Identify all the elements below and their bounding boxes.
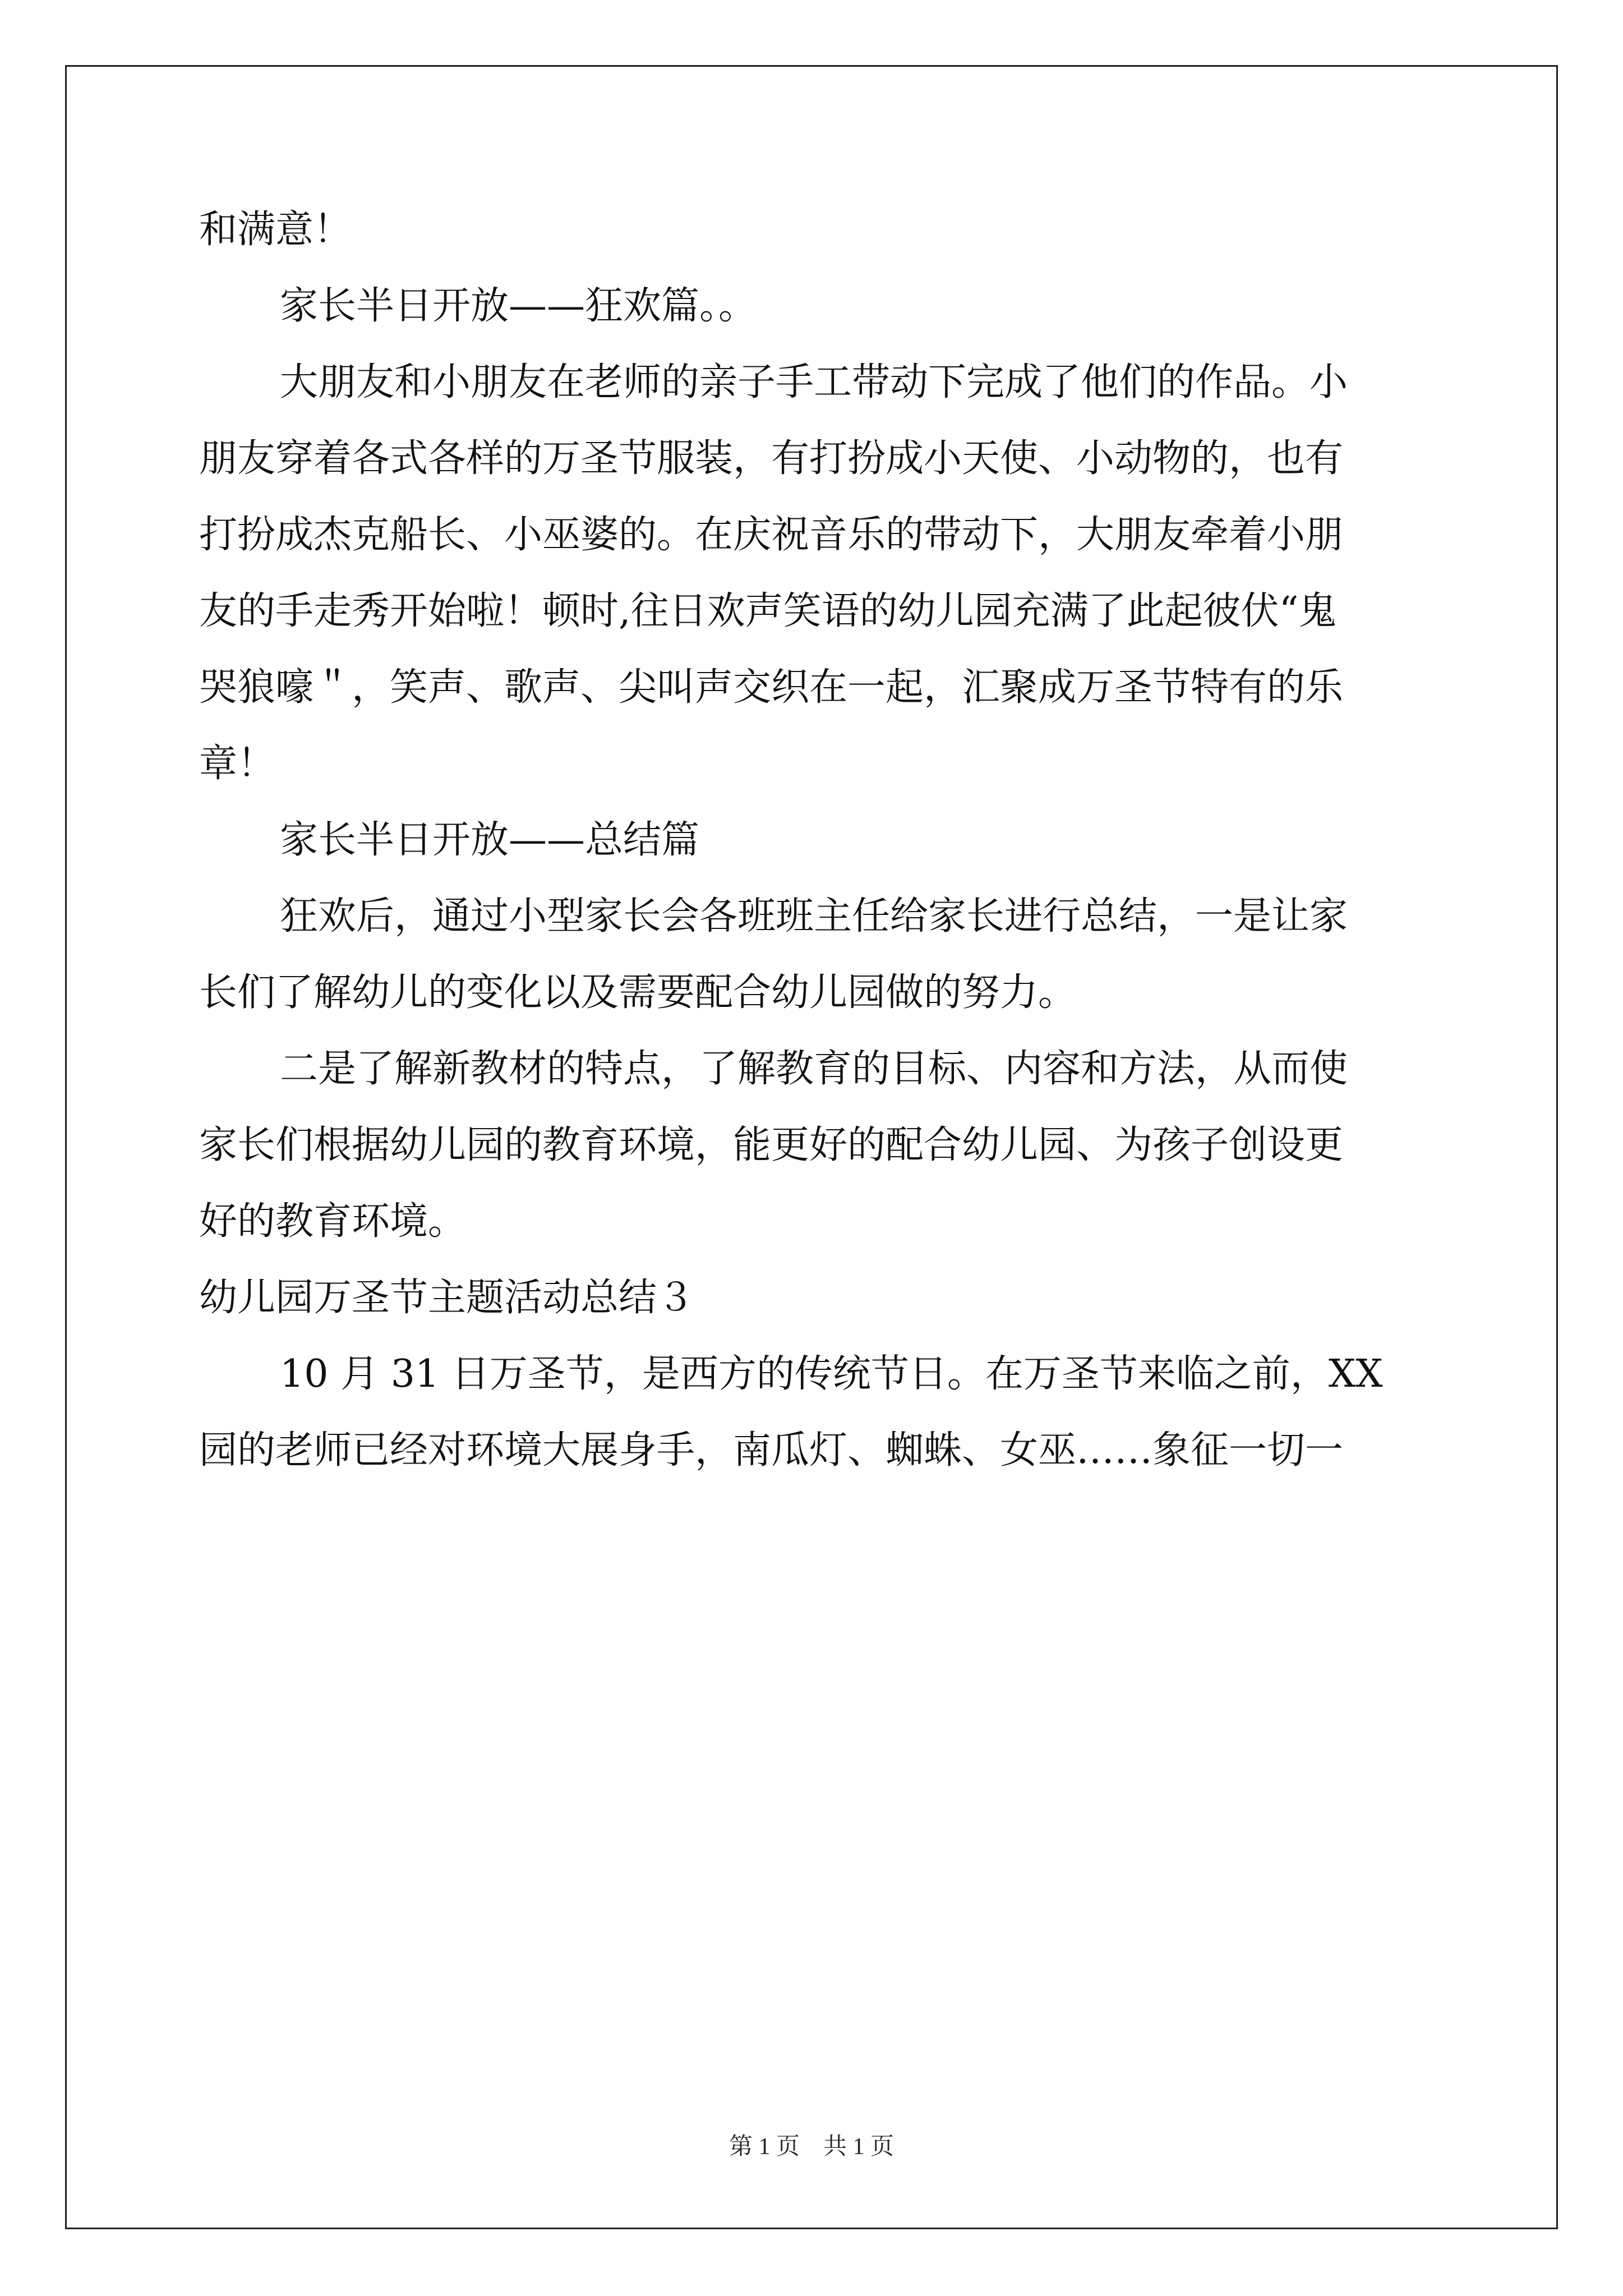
- text-line: 章！: [199, 742, 276, 786]
- text-line: 家长半日开放——总结篇: [280, 818, 700, 862]
- text-line: 家长半日开放——狂欢篇。。: [280, 284, 757, 328]
- text-line: 长们了解幼儿的变化以及需要配合幼儿园做的努力。: [199, 970, 1077, 1015]
- text-line: 好的教育环境。: [199, 1199, 467, 1244]
- text-line: 打扮成杰克船长、小巫婆的。在庆祝音乐的带动下，大朋友牵着小朋: [199, 513, 1344, 557]
- text-line: 大朋友和小朋友在老师的亲子手工带动下完成了他们的作品。小: [280, 360, 1348, 404]
- text-line: 和满意！: [199, 208, 352, 252]
- text-line: 园的老师已经对环境大展身手，南瓜灯、蜘蛛、女巫……象征一切一: [199, 1428, 1344, 1473]
- text-line: 友的手走秀开始啦！顿时,往日欢声笑语的幼儿园充满了此起彼伏“鬼: [199, 589, 1337, 633]
- text-line: 哭狼嚎＂，笑声、歌声、尖叫声交织在一起，汇聚成万圣节特有的乐: [199, 665, 1344, 710]
- text-line: 二是了解新教材的特点，了解教育的目标、内容和方法，从而使: [280, 1047, 1348, 1091]
- text-line: 家长们根据幼儿园的教育环境，能更好的配合幼儿园、为孩子创设更: [199, 1123, 1344, 1167]
- text-line: 幼儿园万圣节主题活动总结３: [199, 1276, 695, 1320]
- text-line: 朋友穿着各式各样的万圣节服装，有打扮成小天使、小动物的，也有: [199, 436, 1344, 481]
- page-footer: 第 1 页 共 1 页: [728, 2134, 894, 2160]
- text-line: 狂欢后，通过小型家长会各班班主任给家长进行总结，一是让家: [280, 894, 1348, 938]
- text-line: 10 月 31 日万圣节，是西方的传统节日。在万圣节来临之前，XX: [280, 1352, 1383, 1396]
